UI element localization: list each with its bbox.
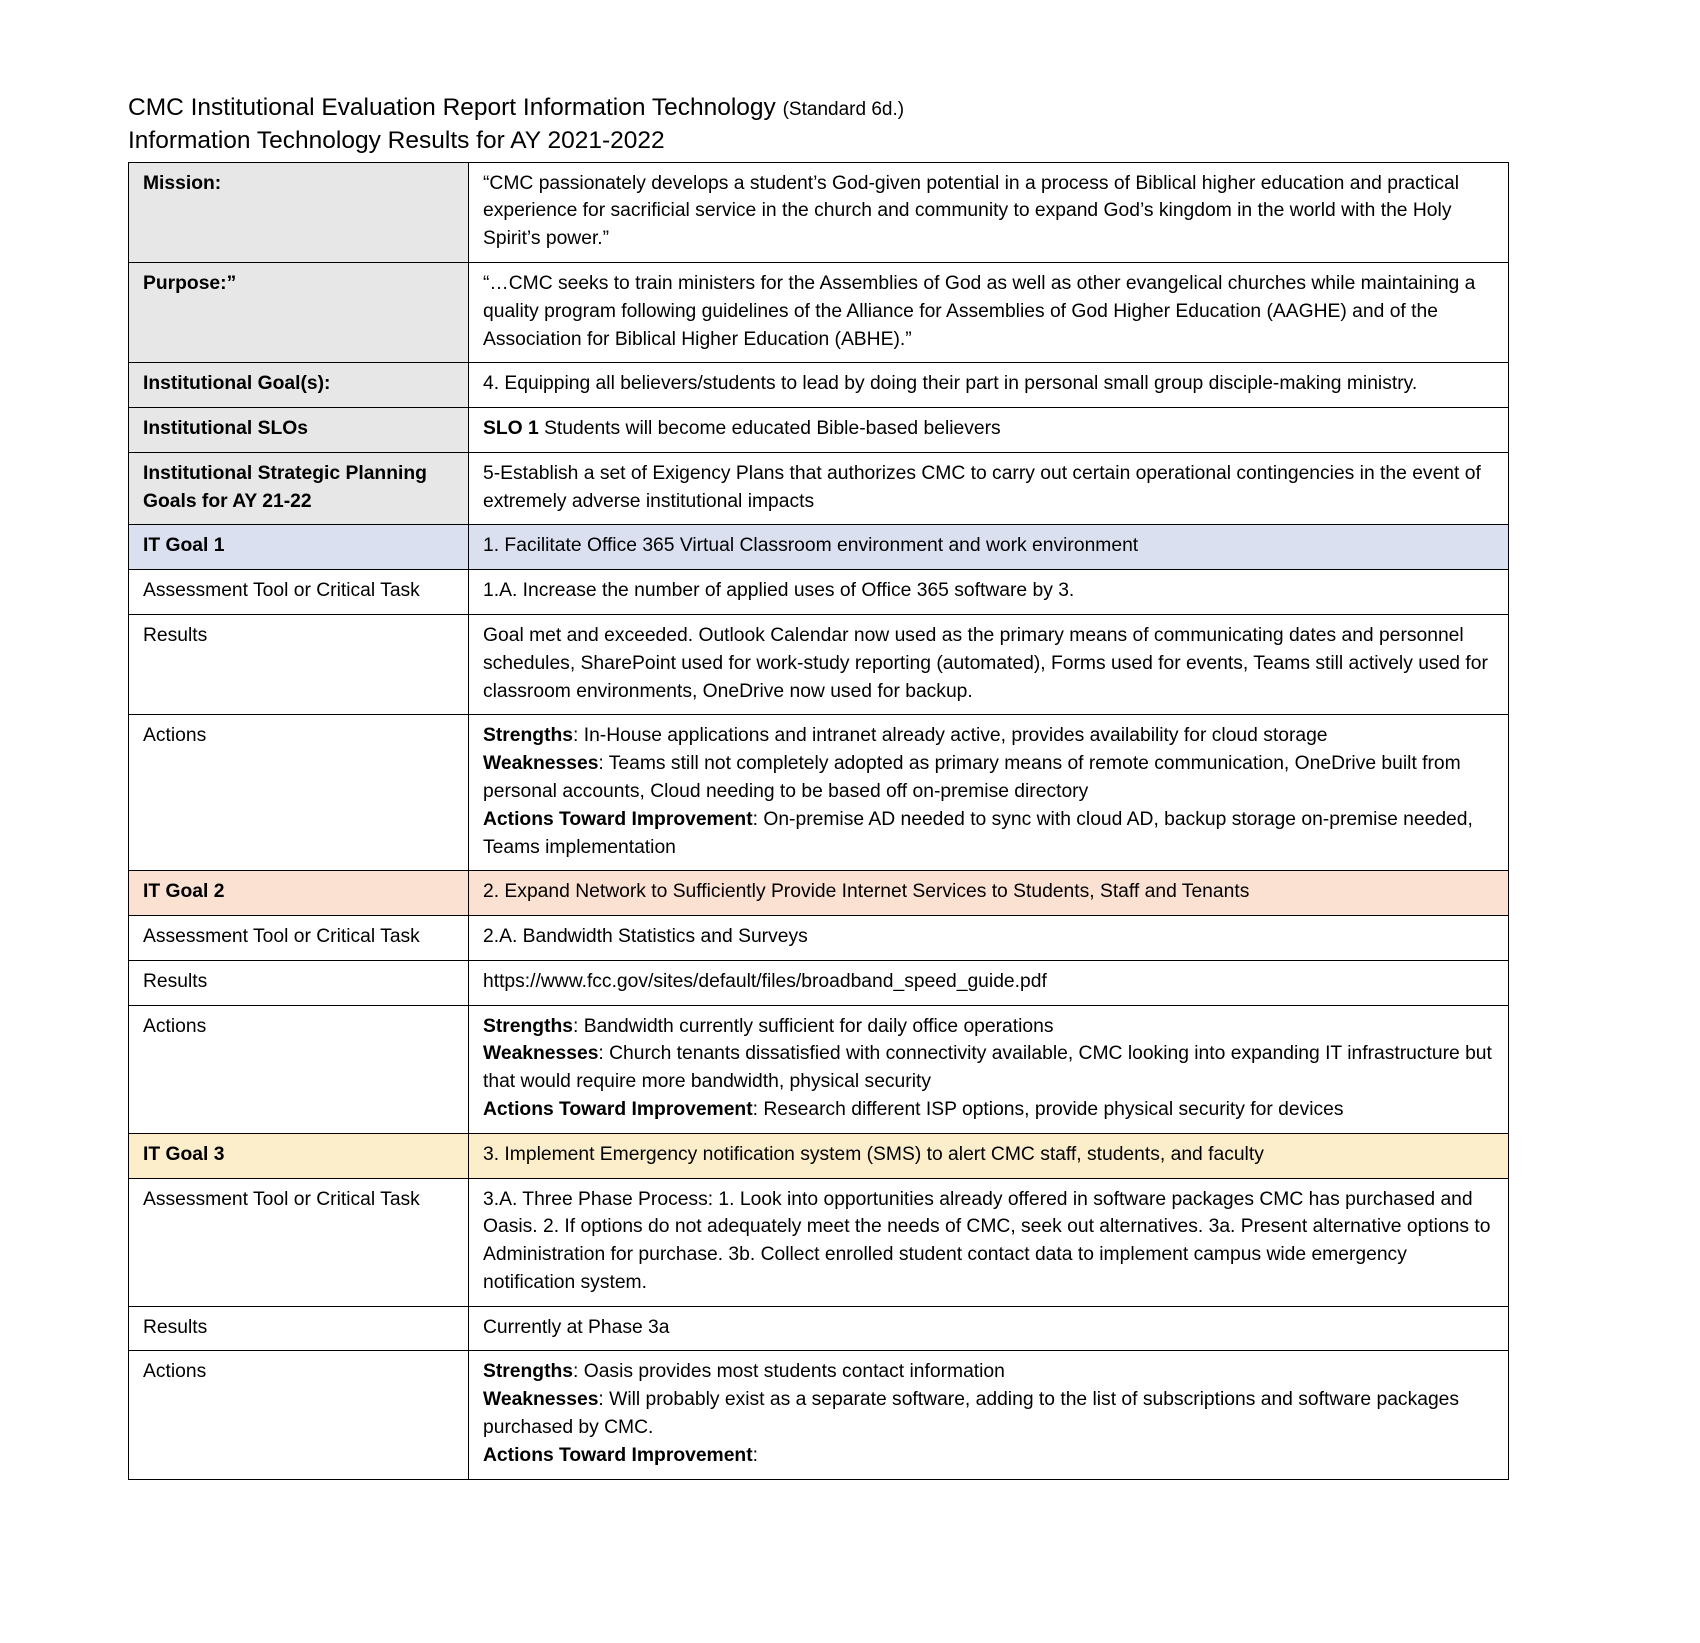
strengths-label-2: Strengths: [483, 1015, 573, 1037]
table-row-it-goal-3: [129, 1133, 1509, 1178]
table-row-mission: [129, 162, 1509, 262]
improvement-line-2: [483, 1096, 1497, 1124]
weaknesses-line-3: [483, 1386, 1497, 1442]
row-label-it-goal-3: IT Goal 3: [129, 1133, 469, 1178]
strengths-line-1: [483, 722, 1497, 750]
document-title-standard: (Standard 6d.): [782, 99, 905, 120]
strengths-text-2: : Bandwidth currently sufficient for daily office operations: [573, 1015, 1054, 1037]
row-label-actions-3: Actions: [129, 1351, 469, 1479]
document-subtitle: Information Technology Results for AY 2021-2022: [128, 127, 665, 155]
improvement-label-3: Actions Toward Improvement: [483, 1444, 753, 1466]
row-label-it-goal-2: IT Goal 2: [129, 871, 469, 916]
improvement-text-3: :: [752, 1444, 758, 1466]
strengths-label-3: Strengths: [483, 1361, 573, 1383]
row-label-purpose: Purpose:”: [129, 263, 469, 363]
row-value-it-goal-3: 3. Implement Emergency notification system (SMS) to alert CMC staff, students, and faculty: [469, 1133, 1509, 1178]
weaknesses-text-3: : Will probably exist as a separate software, adding to the list of subscriptions and software packages purchased by CMC.: [483, 1389, 1460, 1438]
row-value-actions-3: [469, 1351, 1509, 1479]
improvement-label-1: Actions Toward Improvement: [483, 808, 753, 830]
row-label-strategic-planning: Institutional Strategic Planning Goals for AY 21-22: [129, 452, 469, 525]
table-row-actions-1: [129, 715, 1509, 871]
table-row-actions-2: [129, 1005, 1509, 1133]
strengths-line-3: [483, 1358, 1497, 1386]
table-row-assessment-2: [129, 916, 1509, 961]
row-value-actions-1: [469, 715, 1509, 871]
row-value-assessment-1: 1.A. Increase the number of applied uses of Office 365 software by 3.: [469, 570, 1509, 615]
row-label-results-2: Results: [129, 960, 469, 1005]
table-row-it-goal-1: [129, 525, 1509, 570]
weaknesses-line-2: [483, 1040, 1497, 1096]
slo-number: SLO 1: [483, 418, 539, 440]
table-row-assessment-3: [129, 1178, 1509, 1306]
weaknesses-label-2: Weaknesses: [483, 1043, 599, 1065]
table-row-purpose: [129, 263, 1509, 363]
table-row-strategic-planning: [129, 452, 1509, 525]
strengths-text-1: : In-House applications and intranet already active, provides availability for cloud storage: [573, 725, 1328, 747]
row-label-assessment-3: Assessment Tool or Critical Task: [129, 1178, 469, 1306]
improvement-text-2: : Research different ISP options, provide physical security for devices: [752, 1098, 1344, 1120]
table-row-institutional-slos: [129, 408, 1509, 453]
row-value-strategic-planning: 5-Establish a set of Exigency Plans that authorizes CMC to carry out certain operational contingencies in the event of extremely adverse institutional impacts: [469, 452, 1509, 525]
weaknesses-label-3: Weaknesses: [483, 1389, 599, 1411]
row-label-institutional-slos: Institutional SLOs: [129, 408, 469, 453]
row-label-assessment-2: Assessment Tool or Critical Task: [129, 916, 469, 961]
table-row-results-1: [129, 615, 1509, 715]
row-label-mission: Mission:: [129, 162, 469, 262]
row-value-institutional-goals: 4. Equipping all believers/students to lead by doing their part in personal small group disciple-making ministry.: [469, 363, 1509, 408]
row-value-institutional-slos: [469, 408, 1509, 453]
row-value-mission: “CMC passionately develops a student’s God-given potential in a process of Biblical higher education and practical experience for sacrificial service in the church and community to expand God’s kingdom in the world with the Holy Spirit’s power.”: [469, 162, 1509, 262]
strengths-label-1: Strengths: [483, 725, 573, 747]
improvement-text-1: : On-premise AD needed to sync with cloud AD, backup storage on-premise needed, Teams implementation: [483, 808, 1473, 858]
row-value-it-goal-2: 2. Expand Network to Sufficiently Provide Internet Services to Students, Staff and Tenants: [469, 871, 1509, 916]
weaknesses-label-1: Weaknesses: [483, 753, 599, 775]
table-row-it-goal-2: [129, 871, 1509, 916]
row-label-results-3: Results: [129, 1306, 469, 1351]
document-title: [128, 92, 1510, 124]
row-label-institutional-goals: Institutional Goal(s):: [129, 363, 469, 408]
weaknesses-line-1: [483, 750, 1497, 806]
row-value-results-3: Currently at Phase 3a: [469, 1306, 1509, 1351]
row-label-actions-1: Actions: [129, 715, 469, 871]
row-value-actions-2: [469, 1005, 1509, 1133]
row-label-it-goal-1: IT Goal 1: [129, 525, 469, 570]
row-value-purpose: “…CMC seeks to train ministers for the Assemblies of God as well as other evangelical churches while maintaining a quality program following guidelines of the Alliance for Assemblies of God Higher Education (AAGHE) and of the Association for Biblical Higher Education (ABHE).”: [469, 263, 1509, 363]
weaknesses-text-1: : Teams still not completely adopted as primary means of remote communication, OneDrive built from personal accounts, Cloud needing to be based off on-premise directory: [483, 753, 1461, 802]
table-row-results-3: [129, 1306, 1509, 1351]
table-row-assessment-1: [129, 570, 1509, 615]
document-title-main: CMC Institutional Evaluation Report Information Technology: [128, 94, 776, 121]
row-value-results-1: Goal met and exceeded. Outlook Calendar now used as the primary means of communicating dates and personnel schedules, SharePoint used for work-study reporting (automated), Forms used for events, Teams still actively used for classroom environments, OneDrive now used for backup.: [469, 615, 1509, 715]
improvement-label-2: Actions Toward Improvement: [483, 1098, 753, 1120]
table-row-institutional-goals: [129, 363, 1509, 408]
table-row-actions-3: [129, 1351, 1509, 1479]
table-row-results-2: [129, 960, 1509, 1005]
improvement-line-1: [483, 806, 1497, 862]
weaknesses-text-2: : Church tenants dissatisfied with connectivity available, CMC looking into expanding IT infrastructure but that would require more bandwidth, physical security: [483, 1043, 1492, 1093]
row-value-assessment-3: 3.A. Three Phase Process: 1. Look into opportunities already offered in software packages CMC has purchased and Oasis. 2. If options do not adequately meet the needs of CMC, seek out alternatives. 3a. Present alternative options to Administration for purchase. 3b. Collect enrolled student contact data to implement campus wide emergency notification system.: [469, 1178, 1509, 1306]
row-value-assessment-2: 2.A. Bandwidth Statistics and Surveys: [469, 916, 1509, 961]
row-value-it-goal-1: 1. Facilitate Office 365 Virtual Classroom environment and work environment: [469, 525, 1509, 570]
strengths-line-2: [483, 1013, 1497, 1041]
row-label-results-1: Results: [129, 615, 469, 715]
strengths-text-3: : Oasis provides most students contact information: [573, 1361, 1005, 1383]
it-results-table: [128, 162, 1509, 1480]
slo-text: Students will become educated Bible-based believers: [538, 418, 1001, 440]
row-label-actions-2: Actions: [129, 1005, 469, 1133]
improvement-line-3: [483, 1442, 1497, 1470]
row-value-results-2: https://www.fcc.gov/sites/default/files/broadband_speed_guide.pdf: [469, 960, 1509, 1005]
row-label-assessment-1: Assessment Tool or Critical Task: [129, 570, 469, 615]
